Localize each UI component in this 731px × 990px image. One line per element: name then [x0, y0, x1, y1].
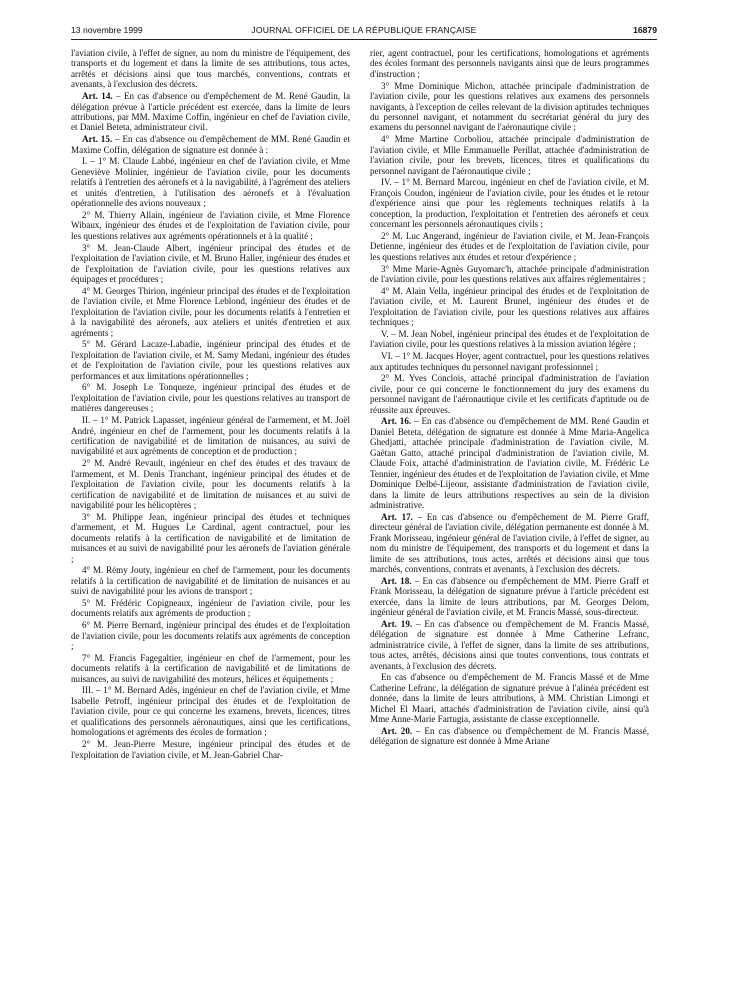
header-date: 13 novembre 1999: [71, 25, 143, 35]
paragraph: [370, 512, 649, 575]
article-number: Art. 17.: [381, 511, 413, 522]
paragraph-text: 2° M. Thierry Allain, ingénieur de l'aviation civile, et Mme Florence Wibaux, ingénieur des études et de l'exploitation de l'aviation civile, pour les questions relatives aux agréments opérationnels et à la qualité ;: [71, 209, 350, 241]
paragraph-text: 3° M. Philippe Jean, ingénieur principal des études et techniques d'armement, et M. Hugues Le Cardinal, agent contractuel, pour les documents relatifs à la certification de navigabilité et de limitation de nuisances et au suivi de navigabilité pour les aéronefs de l'aviation générale ;: [71, 511, 350, 564]
paragraph-text: 7° M. Francis Fagegaltier, ingénieur en chef de l'armement, pour les documents relatifs à la certification de navigabilité et de limitations de nuisances, au suivi de navigabilité des moteurs, hélices et équipements ;: [71, 652, 350, 684]
paragraph-text: – En cas d'absence ou d'empêchement de M. Francis Massé, délégation de signature est donnée à Mme Ariane: [370, 726, 649, 747]
header-journal-title: JOURNAL OFFICIEL DE LA RÉPUBLIQUE FRANÇAISE: [251, 25, 477, 35]
paragraph-text: 2° M. Luc Angerand, ingénieur de l'aviation civile, et M. Jean-François Detienne, ingénieur des études et de l'exploitation de l'aviation civile, pour les questions relatives aux études et retour d'expérience ;: [370, 230, 649, 262]
paragraph: [370, 81, 649, 133]
paragraph-text: 2° M. Yves Conclois, attaché principal d'administration de l'aviation civile, pour ce qui concerne le fonctionnement du jury des examens du personnel navigant de l'aéronautique civile et les certificats d'aptitude ou de réussite aux épreuves.: [370, 373, 649, 415]
paragraph: [71, 685, 350, 737]
paragraph-text: – En cas d'absence ou d'empêchement de M. René Gaudin, la délégation prévue à l'article précédent est exercée, dans la limite de leurs attributions, par MM. Maxime Coffin, ingénieur en chef de l'aviation civile, et Daniel Beteta, administrateur civil.: [71, 91, 350, 133]
right-column: [370, 48, 649, 748]
paragraph: [370, 726, 649, 747]
paragraph: [370, 329, 649, 350]
paragraph-text: VI. – 1° M. Jacques Hoyer, agent contractuel, pour les questions relatives aux aptitudes techniques du personnel navigant professionnel ;: [370, 351, 649, 372]
article-number: Art. 15.: [82, 134, 113, 145]
paragraph: [370, 576, 649, 618]
paragraph-text: 2° M. Jean-Pierre Mesure, ingénieur principal des études et de l'exploitation de l'aviation civile, et M. Jean-Gabriel Char-: [71, 739, 350, 760]
paragraph: [71, 91, 350, 133]
paragraph-text: – En cas d'absence ou d'empêchement de MM. Pierre Graff et Frank Morisseau, la délégation de signature prévue à l'article précédent est exercée, dans la limite de leurs attributions, par M. Georges Delom, ingénieur général de l'aviation civile, et M. Francis Massé, sous-directeur.: [370, 575, 649, 618]
header-page-number: 16879: [633, 25, 657, 35]
paragraph-text: 5° M. Frédéric Copigneaux, ingénieur de l'aviation civile, pour les documents relatifs aux agréments de production ;: [71, 597, 350, 619]
left-column: [71, 48, 350, 761]
article-number: Art. 18.: [381, 575, 412, 586]
paragraph: [71, 134, 350, 155]
paragraph: [370, 134, 649, 176]
paragraph: [370, 351, 649, 372]
paragraph: [71, 156, 350, 208]
paragraph: [71, 739, 350, 760]
paragraph: [370, 373, 649, 415]
paragraph-text: – En cas d'absence ou d'empêchement de MM. René Gaudin et Maxime Coffin, délégation de signature est donnée à :: [71, 134, 350, 155]
article-number: Art. 14.: [82, 91, 113, 102]
paragraph-text: En cas d'absence ou d'empêchement de M. Francis Massé et de Mme Catherine Lefranc, la délégation de signature prévue à l'alinéa précédent est donnée, dans la limite de leurs attributions, à MM. Christian Limongi et Michel El Maari, attachés d'administration de l'aviation civile, ainsi qu'à Mme Anne-Marie Fartugia, assistante de classe exceptionnelle.: [370, 672, 649, 725]
paragraph-text: 3° Mme Dominique Michon, attachée principale d'administration de l'aviation civile, pour les questions relatives aux examens des personnels navigants, à l'exception de celles relevant de la division aptitudes techniques du personnel navigant, et notamment du secrétariat général du jury des examens du personnel navigant de l'aéronautique civile ;: [370, 80, 649, 133]
paragraph-text: 4° M. Georges Thirion, ingénieur principal des études et de l'exploitation de l'aviation civile, et Mme Florence Leblond, ingénieur des études et de l'exploitation de l'aviation civile, pour les documents relatifs à l'entretien et à la navigabilité des aéronefs, aux ateliers et unités d'entretien et aux agréments ;: [71, 285, 350, 338]
paragraph: [71, 512, 350, 564]
paragraph-text: 2° M. André Revault, ingénieur en chef des études et des travaux de l'armement, et M. Denis Tranchant, ingénieur principal des études et de l'exploitation de l'aviation civile, pour les documents relatifs à la certification de navigabilité et de limitation de nuisances et au suivi de navigabilité pour les hélicoptères ;: [71, 458, 350, 510]
paragraph-text: 3° M. Jean-Claude Albert, ingénieur principal des études et de l'exploitation de l'aviation civile, et M. Bruno Haller, ingénieur des études et de l'exploitation de l'aviation civile, pour les questions relatives aux équipages et procédures ;: [71, 242, 350, 284]
header-rule: [71, 39, 657, 40]
paragraph-text: II. – 1° M. Patrick Lapasset, ingénieur général de l'armement, et M. Joël André, ingénieur en chef de l'armement, pour les documents relatifs à la certification de navigabilité et de limitation de nuisances, au suivi de navigabilité et aux agréments de conception et de production ;: [71, 415, 350, 457]
paragraph: [71, 653, 350, 684]
paragraph: [71, 598, 350, 619]
paragraph: [71, 48, 350, 90]
paragraph: [71, 243, 350, 285]
paragraph: [71, 210, 350, 241]
paragraph: [370, 286, 649, 328]
page-header: [71, 25, 657, 39]
paragraph: [71, 415, 350, 457]
paragraph: [71, 339, 350, 381]
paragraph: [370, 672, 649, 724]
paragraph-text: IV. – 1° M. Bernard Marcou, ingénieur en chef de l'aviation civile, et M. François Coudon, ingénieur de l'aviation civile, pour les études et le retour d'expérience ainsi que pour les règlements techniques relatifs à la conception, la production, l'exploitation et l'entretien des aéronefs et ceux concernant les personnels aéronautiques civils ;: [370, 177, 649, 230]
paragraph: [370, 619, 649, 671]
paragraph-text: l'aviation civile, à l'effet de signer, au nom du ministre de l'équipement, des transports et du logement et dans la limite de ses attributions, tous actes, arrêtés et décisions ainsi que tous marchés, conventions, contrats et avenants, à l'exclusion des décrets.: [71, 48, 350, 90]
paragraph: [71, 382, 350, 413]
paragraph: [71, 565, 350, 596]
paragraph-text: 6° M. Pierre Bernard, ingénieur principal des études et de l'exploitation de l'aviation civile, pour les documents relatifs aux agréments de conception ;: [71, 620, 350, 652]
paragraph-text: 4° M. Alain Vella, ingénieur principal des études et de l'exploitation de l'aviation civile, et M. Laurent Brunel, ingénieur des études et de l'exploitation de l'aviation civile, pour les questions relatives aux affaires techniques ;: [370, 285, 649, 328]
paragraph-text: – En cas d'absence ou d'empêchement de MM. René Gaudin et Daniel Beteta, délégation de signature est donnée à Mme Maria-Angelica Ghedjatti, attachée principale d'administration de l'aviation civile, M. Gaëtan Gatto, attaché principal d'administration de l'aviation civile, M. Claude Foix, attaché d'administration de l'aviation civile, M. Frédéric Le Tennier, ingénieur des études et de l'exploitation de l'aviation civile, et Mme Dominique Delbé-Lijeour, assistante d'administration de l'aviation civile, dans la limite de leurs attributions respectives au sein de la division administrative.: [370, 416, 649, 510]
paragraph-text: 5° M. Gérard Lacaze-Labadie, ingénieur principal des études et de l'exploitation de l'aviation civile, et M. Samy Medani, ingénieur des études et de l'exploitation de l'aviation civile, pour les questions relatives aux performances et aux limitations opérationnelles ;: [71, 339, 350, 381]
paragraph: [370, 48, 649, 79]
paragraph: [71, 620, 350, 651]
article-number: Art. 20.: [381, 726, 413, 736]
article-number: Art. 19.: [381, 618, 413, 629]
paragraph: [370, 231, 649, 262]
paragraph-text: – En cas d'absence ou d'empêchement de M. Francis Massé, délégation de signature est donnée à Mme Catherine Lefranc, administratrice civile, à l'effet de signer, dans la limite de ses attributions, tous actes, arrêtés, décisions ainsi que toutes conventions, tous contrats et avenants, à l'exclusion des décrets.: [370, 618, 649, 671]
paragraph: [370, 416, 649, 510]
paragraph: [370, 264, 649, 285]
paragraph: [71, 286, 350, 338]
paragraph: [71, 458, 350, 510]
paragraph-text: rier, agent contractuel, pour les certifications, homologations et agréments des écoles formant des personnels navigants ainsi que de leurs programmes d'instruction ;: [370, 48, 649, 79]
paragraph-text: 4° Mme Martine Corboliou, attachée principale d'administration de l'aviation civile, et Mlle Emmanuelle Perillat, attachée d'administration de l'aviation civile, pour les brevets, licences, titres et qualifications du personnel navigant de l'aéronautique civile ;: [370, 134, 649, 176]
paragraph-text: – En cas d'absence ou d'empêchement de M. Pierre Graff, directeur général de l'aviation civile, délégation permanente est donnée à M. Frank Morisseau, ingénieur général de l'aviation civile, à l'effet de signer, au nom du ministre de l'équipement, des transports et du logement et dans la limite de ses attributions, tous actes, arrêtés et décisions ainsi que tous marchés, conventions, contrats et avenants, à l'exclusion des décrets.: [370, 511, 649, 575]
paragraph-text: 3° Mme Marie-Agnès Guyomarc'h, attachée principale d'administration de l'aviation civile, pour les questions relatives aux affaires réglementaires ;: [370, 263, 649, 284]
paragraph-text: V. – M. Jean Nobel, ingénieur principal des études et de l'exploitation de l'aviation civile, pour les questions relatives à la mission aviation légère ;: [370, 328, 649, 350]
paragraph-text: III. – 1° M. Bernard Adès, ingénieur en chef de l'aviation civile, et Mme Isabelle Petroff, ingénieur principal des études et de l'exploitation de l'aviation civile, pour ce qui concerne les examens, brevets, licences, titres et qualifications des personnels aéronautiques, ainsi que les certifications, homologations et agréments des écoles de formation ;: [71, 685, 350, 738]
paragraph-text: 4° M. Rémy Jouty, ingénieur en chef de l'armement, pour les documents relatifs à la certification de navigabilité et de limitation de nuisances et au suivi de navigabilité pour les avions de transport ;: [71, 565, 350, 597]
paragraph-text: I. – 1° M. Claude Labbé, ingénieur en chef de l'aviation civile, et Mme Geneviève Molinier, ingénieur de l'aviation civile, pour les documents relatifs à l'entretien des aéronefs et à la navigabilité, à l'agrément des ateliers et unités d'entretien, à l'utilisation des aéronefs et à l'évaluation opérationnelle des avions nouveaux ;: [71, 156, 350, 209]
article-number: Art. 16.: [381, 416, 412, 427]
paragraph: [370, 177, 649, 229]
paragraph-text: 6° M. Joseph Le Tonqueze, ingénieur principal des études et de l'exploitation de l'aviation civile, pour les questions relatives au transport de matières dangereuses ;: [71, 382, 350, 414]
